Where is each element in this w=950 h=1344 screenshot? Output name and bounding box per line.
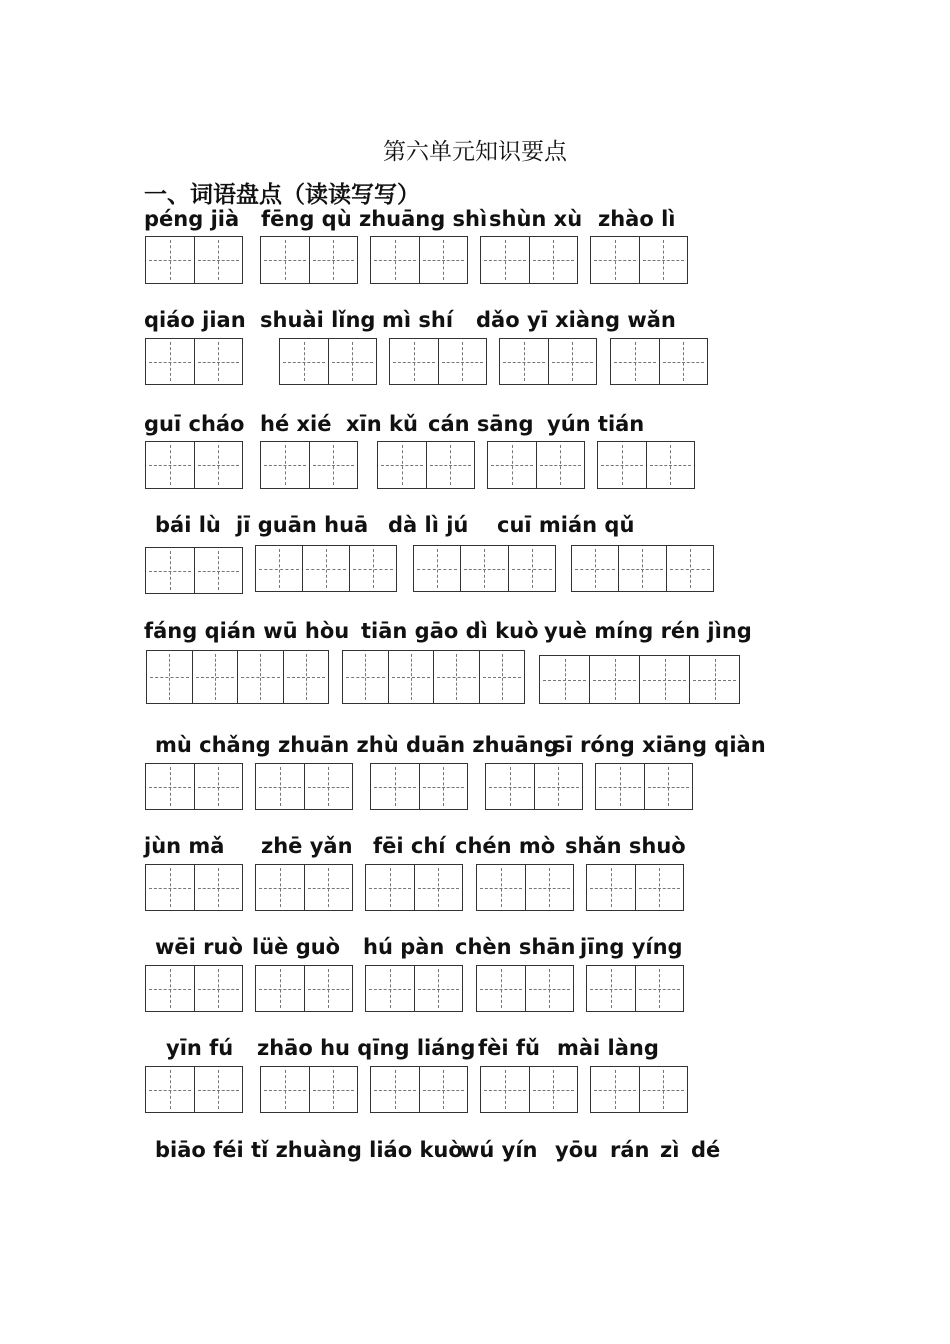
pinyin-label: yún tián bbox=[547, 412, 645, 436]
pinyin-label: tiān gāo dì kuò bbox=[361, 619, 539, 643]
pinyin-label: cuī mián qǔ bbox=[497, 513, 635, 537]
writing-grid[interactable] bbox=[146, 650, 329, 704]
pinyin-label: zhē yǎn bbox=[261, 834, 353, 858]
pinyin-label: dǎo yī xiàng wǎn bbox=[476, 308, 676, 332]
writing-grid[interactable] bbox=[480, 236, 578, 284]
writing-grid[interactable] bbox=[590, 236, 688, 284]
writing-grid[interactable] bbox=[365, 965, 463, 1012]
writing-grid[interactable] bbox=[260, 236, 358, 284]
writing-grid[interactable] bbox=[586, 965, 684, 1012]
pinyin-label: fēng qù zhuāng shì bbox=[261, 207, 488, 231]
writing-grid[interactable] bbox=[279, 338, 377, 385]
pinyin-label: péng jià bbox=[144, 207, 240, 231]
pinyin-label: dà lì jú bbox=[388, 513, 469, 537]
pinyin-label: xīn kǔ bbox=[346, 412, 418, 436]
writing-grid[interactable] bbox=[370, 1066, 468, 1113]
pinyin-label: wú yín bbox=[460, 1138, 538, 1162]
pinyin-label: chén mò bbox=[455, 834, 556, 858]
pinyin-label: yīn fú bbox=[166, 1036, 234, 1060]
pinyin-label: yōu bbox=[555, 1138, 599, 1162]
writing-grid[interactable] bbox=[255, 965, 353, 1012]
writing-grid[interactable] bbox=[499, 338, 597, 385]
writing-grid[interactable] bbox=[255, 763, 353, 810]
pinyin-label: fēi chí bbox=[373, 834, 446, 858]
writing-grid[interactable] bbox=[365, 864, 463, 911]
pinyin-label: mì shí bbox=[382, 308, 454, 332]
writing-grid[interactable] bbox=[610, 338, 708, 385]
pinyin-label: chèn shān bbox=[455, 935, 576, 959]
pinyin-label: sī róng xiāng qiàn bbox=[553, 733, 766, 757]
pinyin-label: jī guān huā bbox=[236, 513, 369, 537]
pinyin-label: rán bbox=[610, 1138, 650, 1162]
pinyin-label: fáng qián wū hòu bbox=[144, 619, 350, 643]
pinyin-label: mù chǎng zhuān zhù duān zhuāng bbox=[155, 733, 559, 757]
writing-grid[interactable] bbox=[370, 236, 468, 284]
pinyin-label: wēi ruò bbox=[155, 935, 243, 959]
writing-grid[interactable] bbox=[487, 441, 585, 489]
writing-grid[interactable] bbox=[255, 864, 353, 911]
writing-grid[interactable] bbox=[145, 864, 243, 911]
pinyin-label: qiáo jian bbox=[144, 308, 246, 332]
pinyin-label: guī cháo bbox=[144, 412, 245, 436]
writing-grid[interactable] bbox=[539, 655, 740, 704]
pinyin-label: hú pàn bbox=[363, 935, 445, 959]
pinyin-label: bái lù bbox=[155, 513, 221, 537]
pinyin-label: zì bbox=[660, 1138, 680, 1162]
writing-grid[interactable] bbox=[145, 338, 243, 385]
pinyin-label: yuè míng rén jìng bbox=[544, 619, 752, 643]
writing-grid[interactable] bbox=[586, 864, 684, 911]
writing-grid[interactable] bbox=[389, 338, 487, 385]
page-title: 第六单元知识要点 bbox=[383, 139, 567, 165]
writing-grid[interactable] bbox=[476, 965, 574, 1012]
writing-grid[interactable] bbox=[145, 1066, 243, 1113]
writing-grid[interactable] bbox=[342, 650, 525, 704]
writing-grid[interactable] bbox=[145, 547, 243, 594]
writing-grid[interactable] bbox=[145, 441, 243, 489]
pinyin-label: shuài lǐng bbox=[260, 308, 376, 332]
pinyin-label: shùn xù bbox=[489, 207, 583, 231]
writing-grid[interactable] bbox=[597, 441, 695, 489]
writing-grid[interactable] bbox=[480, 1066, 578, 1113]
writing-grid[interactable] bbox=[571, 545, 714, 592]
writing-grid[interactable] bbox=[485, 763, 583, 810]
writing-grid[interactable] bbox=[595, 763, 693, 810]
pinyin-label: hé xié bbox=[260, 412, 332, 436]
writing-grid[interactable] bbox=[145, 965, 243, 1012]
writing-grid[interactable] bbox=[145, 763, 243, 810]
pinyin-label: zhào lì bbox=[598, 207, 676, 231]
pinyin-label: biāo féi tǐ zhuàng liáo kuò bbox=[155, 1138, 463, 1162]
writing-grid[interactable] bbox=[255, 545, 397, 592]
writing-grid[interactable] bbox=[260, 441, 358, 489]
pinyin-label: lüè guò bbox=[252, 935, 341, 959]
section-heading: 一、词语盘点（读读写写） bbox=[144, 182, 420, 208]
writing-grid[interactable] bbox=[590, 1066, 688, 1113]
writing-grid[interactable] bbox=[145, 236, 243, 284]
writing-grid[interactable] bbox=[413, 545, 556, 592]
writing-grid[interactable] bbox=[476, 864, 574, 911]
pinyin-label: jīng yíng bbox=[580, 935, 683, 959]
pinyin-label: mài làng bbox=[557, 1036, 659, 1060]
writing-grid[interactable] bbox=[377, 441, 475, 489]
pinyin-label: cán sāng bbox=[428, 412, 534, 436]
pinyin-label: fèi fǔ bbox=[478, 1036, 540, 1060]
pinyin-label: jùn mǎ bbox=[144, 834, 225, 858]
pinyin-label: shǎn shuò bbox=[565, 834, 686, 858]
writing-grid[interactable] bbox=[260, 1066, 358, 1113]
writing-grid[interactable] bbox=[370, 763, 468, 810]
pinyin-label: dé bbox=[691, 1138, 721, 1162]
pinyin-label: zhāo hu qīng liáng bbox=[257, 1036, 476, 1060]
